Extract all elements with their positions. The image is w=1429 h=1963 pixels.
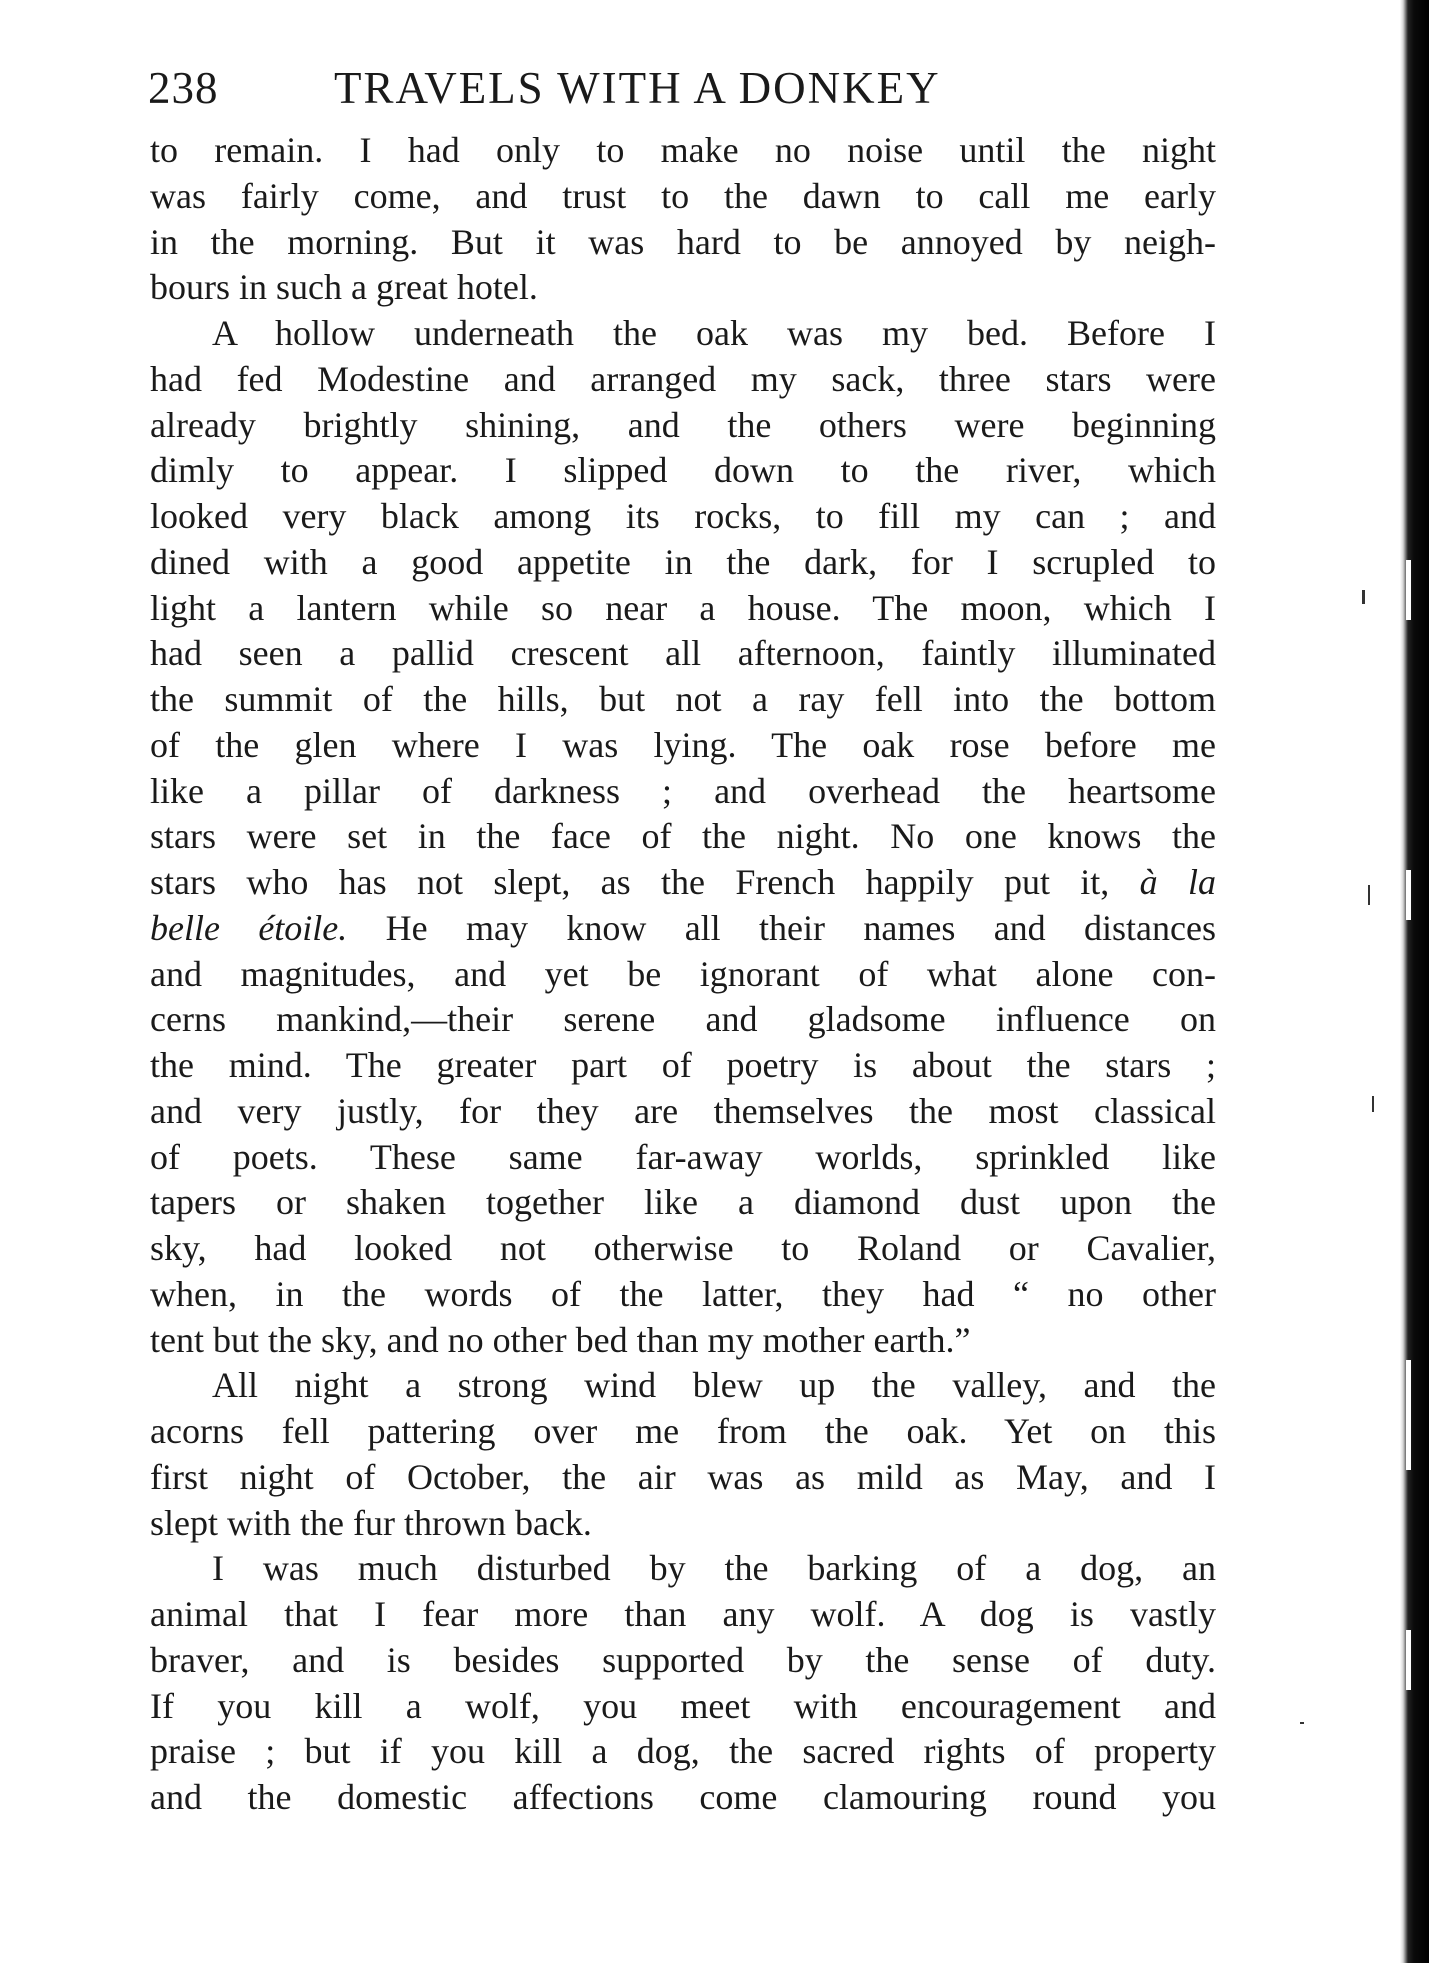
text-line: in the morning. But it was hard to be annoyed by neigh- — [150, 221, 1216, 262]
text-line: like a pillar of darkness ; and overhead the heartsome — [150, 770, 1216, 811]
scan-speck — [1372, 1096, 1374, 1112]
text-line: praise ; but if you kill a dog, the sacred rights of property — [150, 1731, 1216, 1772]
paragraph-start-line: I was much disturbed by the barking of a dog, an — [212, 1548, 1216, 1589]
text-line: already brightly shining, and the others were beginning — [150, 404, 1216, 445]
text-line: acorns fell pattering over me from the oak. Yet on this — [150, 1411, 1216, 1451]
text-line: had seen a pallid crescent all afternoon, faintly illuminated — [150, 633, 1216, 674]
text-line: sky, had looked not otherwise to Roland or Cavalier, — [150, 1228, 1216, 1268]
paragraph-end-line: bours in such a great hotel. — [150, 267, 538, 308]
body-text — [150, 128, 1216, 1821]
text-line: to remain. I had only to make no noise until the night — [150, 130, 1216, 170]
text-line: had fed Modestine and arranged my sack, three stars were — [150, 358, 1216, 399]
text-line: of poets. These same far-away worlds, sprinkled like — [150, 1136, 1216, 1177]
binding-gap — [1406, 1360, 1411, 1470]
running-head: TRAVELS WITH A DONKEY — [334, 63, 941, 113]
text-line: dined with a good appetite in the dark, for I scrupled to — [150, 541, 1216, 582]
text-line: light a lantern while so near a house. The moon, which I — [150, 587, 1216, 628]
scan-binding-edge — [1400, 0, 1429, 1963]
text-line: and very justly, for they are themselves the most classical — [150, 1090, 1216, 1131]
scan-speck — [1300, 1722, 1304, 1724]
text-line: the mind. The greater part of poetry is about the stars ; — [150, 1045, 1216, 1085]
scan-speck — [1368, 885, 1370, 905]
text-line: first night of October, the air was as mild as May, and I — [150, 1456, 1216, 1497]
binding-gap — [1406, 560, 1411, 620]
text-line: and the domestic affections come clamouring round you — [150, 1777, 1216, 1817]
paragraph-start-line: A hollow underneath the oak was my bed. Before I — [212, 313, 1216, 353]
binding-shadow — [1400, 0, 1429, 1963]
text-line: when, in the words of the latter, they had “ no other — [150, 1273, 1216, 1314]
page-number: 238 — [148, 63, 219, 113]
paragraph-end-line: tent but the sky, and no other bed than my mother earth.” — [150, 1319, 971, 1360]
binding-gap — [1406, 870, 1411, 920]
text-line: of the glen where I was lying. The oak rose before me — [150, 724, 1216, 765]
text-line: braver, and is besides supported by the sense of duty. — [150, 1639, 1216, 1680]
paragraph-start-line: All night a strong wind blew up the valley, and the — [212, 1365, 1216, 1406]
text-line: dimly to appear. I slipped down to the river, which — [150, 450, 1216, 491]
text-line: animal that I fear more than any wolf. A dog is vastly — [150, 1594, 1216, 1634]
italic-phrase: belle étoile. — [150, 907, 348, 948]
text-line: looked very black among its rocks, to fill my can ; and — [150, 496, 1216, 536]
text-line: the summit of the hills, but not a ray fell into the bottom — [150, 679, 1216, 719]
text-line: belle étoile. He may know all their names and distances — [150, 907, 1216, 948]
text-line: stars who has not slept, as the French happily put it, à la — [150, 862, 1216, 902]
page-header — [148, 58, 1218, 118]
text-line: cerns mankind,—their serene and gladsome influence on — [150, 999, 1216, 1040]
binding-gap — [1406, 1630, 1411, 1690]
text-line: was fairly come, and trust to the dawn to call me early — [150, 175, 1216, 216]
text-line: If you kill a wolf, you meet with encouragement and — [150, 1685, 1216, 1726]
text-line: and magnitudes, and yet be ignorant of what alone con- — [150, 953, 1216, 994]
text-line: tapers or shaken together like a diamond dust upon the — [150, 1182, 1216, 1223]
italic-phrase: à la — [1139, 862, 1216, 902]
text-line: stars were set in the face of the night. No one knows the — [150, 816, 1216, 857]
paragraph-end-line: slept with the fur thrown back. — [150, 1502, 592, 1543]
scan-speck — [1362, 590, 1365, 604]
